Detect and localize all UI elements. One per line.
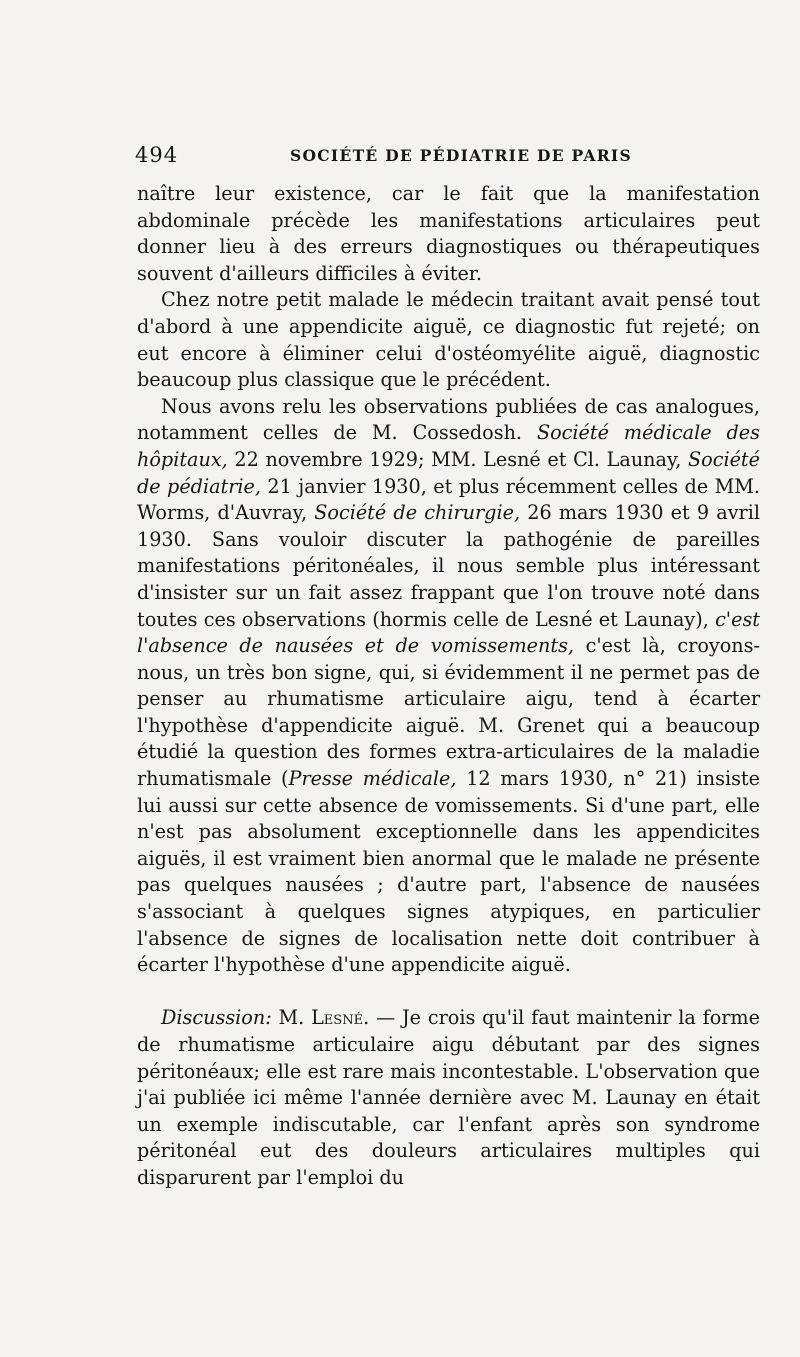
page-number: 494: [135, 143, 179, 167]
journal-title: Presse médicale,: [288, 767, 457, 791]
body-text: [137, 181, 760, 1192]
paragraph-3-text: Nous avons relu les observations publiées de cas analogues, notamment celles de M. Cossedosh.: [137, 394, 760, 445]
paragraph-2-text: Chez notre petit malade le médecin traitant avait pensé tout d'abord à une appendicite aiguë, ce diagnostic fut rejeté; on eut encore à éliminer celui d'ostéomyélite aiguë, diagnostic beaucoup plus classique que le précédent.: [137, 288, 760, 392]
discussion-label: Discussion:: [161, 1006, 272, 1030]
paragraph-1: naître leur existence, car le fait que la manifestation abdominale précède les manifestations articulaires peut donner lieu à des erreurs diagnostiques ou thérapeutiques souvent d'ailleurs difficiles à éviter.: [137, 182, 760, 285]
speaker-name: Lesné: [311, 1006, 364, 1030]
speaker-prefix: M.: [271, 1006, 312, 1030]
running-title: SOCIÉTÉ DE PÉDIATRIE DE PARIS: [290, 146, 632, 165]
emphasis-text: c'est l'absence de nausées et de vomissements,: [137, 607, 760, 658]
discussion-paragraph: [137, 1005, 760, 1191]
paragraph-3-text: 12 mars 1930, n° 21) insiste lui aussi sur cette absence de vomissements. Si d'une part, elle n'est pas absolument exceptionnelle dans les appendicites aiguës, il est vraiment bien anormal que le malade ne présente pas quelques nausées ; d'autre part, l'absence de nausées s'associant à quelques signes atypiques, en particulier l'absence de signes de localisation nette doit contribuer à écarter l'hypothèse d'une appendicite aiguë.: [137, 767, 760, 977]
journal-title: Société médicale des hôpitaux,: [137, 421, 760, 471]
journal-title: Société de chirurgie,: [314, 501, 521, 525]
paragraph-spacer: [137, 979, 760, 1006]
paragraph-3-text: 21 janvier 1930, et plus récemment celles de MM. Worms, d'Auvray,: [137, 474, 760, 525]
paragraph-3: [137, 394, 760, 979]
discussion-text: . — Je crois qu'il faut maintenir la forme de rhumatisme articulaire aigu débutant par des signes péritonéaux; elle est rare mais incontestable. L'observation que j'ai publiée ici même l'année dernière avec M. Launay en était un exemple indiscutable, car l'enfant après son syndrome péritonéal eut des douleurs articulaires multiples qui disparurent par l'emploi du: [137, 1006, 760, 1189]
paragraph-3-text: 22 novembre 1929; MM. Lesné et Cl. Launay,: [227, 447, 688, 471]
journal-title: Société de pédiatrie,: [137, 447, 760, 498]
page-header: [135, 143, 760, 167]
paragraph-3-text: 26 mars 1930 et 9 avril 1930. Sans vouloir discuter la pathogénie de pareilles manifestations péritonéales, il nous semble plus intéressant d'insister sur un fait assez frappant que l'on trouve noté dans toutes ces observations (hormis celle de Lesné et Launay),: [137, 501, 761, 631]
paragraph-2: [137, 287, 760, 393]
paragraph-3-text: c'est là, croyons-nous, un très bon signe, qui, si évidemment il ne permet pas de penser au rhumatisme articulaire aigu, tend à écarter l'hypothèse d'appendicite aiguë. M. Grenet qui a beaucoup étudié la question des formes extra-articulaires de la maladie rhumatismale (: [137, 634, 760, 791]
